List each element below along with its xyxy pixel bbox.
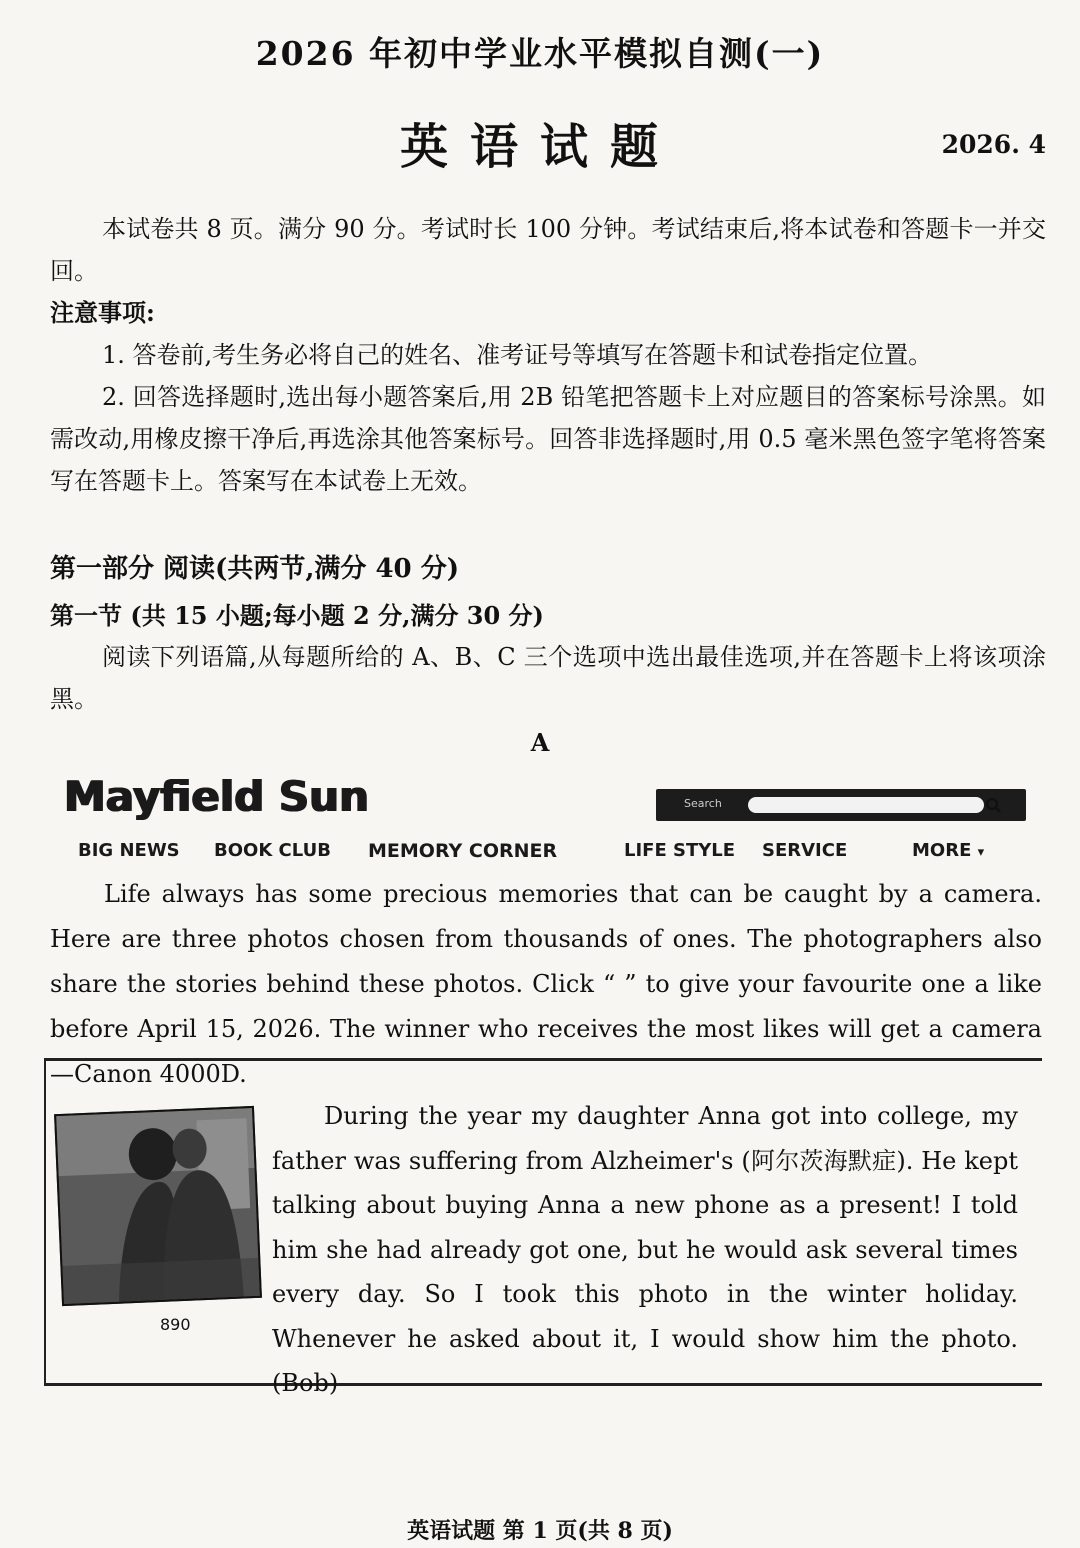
notice-item-2: 2. 回答选择题时,选出每小题答案后,用 2B 铅笔把答题卡上对应题目的答案标号涂黑。如需改动,用橡皮擦干净后,再选涂其他答案标号。回答非选择题时,用 0.5 毫米黑色签字笔将答案写在答题卡上。答案写在本试卷上无效。 [50,383,1046,495]
search-bar[interactable] [656,789,1026,821]
photo-1-likes: 890 [160,1315,191,1334]
photo-1-image[interactable] [54,1106,262,1306]
notice-item-1: 1. 答卷前,考生务必将自己的姓名、准考证号等填写在答题卡和试卷指定位置。 [102,341,933,369]
nav-more-label: MORE [912,840,972,861]
exam-title: 2026 年初中学业水平模拟自测(一) [255,34,825,73]
nav-book-club[interactable]: BOOK CLUB [214,840,331,861]
nav-big-news[interactable]: BIG NEWS [78,840,180,861]
section1-title: 第一节 (共 15 小题;每小题 2 分,满分 30 分) [50,601,544,630]
page-footer: 英语试题 第 1 页(共 8 页) [407,1518,673,1544]
exam-intro: 本试卷共 8 页。满分 90 分。考试时长 100 分钟。考试结束后,将本试卷和答题卡一并交回。 [50,215,1046,285]
newspaper-logo: Mayfield Sun [64,772,369,821]
subject-title: 英语试题 [399,119,680,175]
search-icon[interactable] [984,796,1002,814]
passage-label: A [530,728,550,757]
photo-1-graphic [56,1108,260,1304]
nav-life-style[interactable]: LIFE STYLE [624,840,736,861]
exam-date: 2026. 4 [941,130,1046,159]
search-input[interactable] [748,797,984,813]
chevron-down-icon: ▾ [977,845,985,860]
part1-title: 第一部分 阅读(共两节,满分 40 分) [50,554,459,584]
newspaper-intro: Life always has some precious memories that can be caught by a camera. Here are three photos chosen from thousands of ones. The photographers also share the stories behind these photos. Click “ ” to give your favourite one a like before April 15, 2026. The winner who receives the most likes will get a camera—Canon 4000D. [50,880,1042,1088]
nav-memory-corner[interactable]: MEMORY CORNER [368,840,558,862]
nav-service[interactable]: SERVICE [762,840,848,861]
nav-more[interactable] [912,840,984,861]
notice-label: 注意事项: [50,298,155,327]
photo-1-story: During the year my daughter Anna got into college, my father was suffering from Alzheimer's (阿尔茨海默症). He kept talking about buying Anna a new phone as a present! I told him she had already got one, but he would ask several times every day. So I took this photo in the winter holiday. Whenever he asked about it, I would show him the photo. (Bob) [272,1102,1018,1397]
reading-instruction: 阅读下列语篇,从每题所给的 A、B、C 三个选项中选出最佳选项,并在答题卡上将该项涂黑。 [50,643,1046,713]
search-placeholder: Search [684,797,722,810]
